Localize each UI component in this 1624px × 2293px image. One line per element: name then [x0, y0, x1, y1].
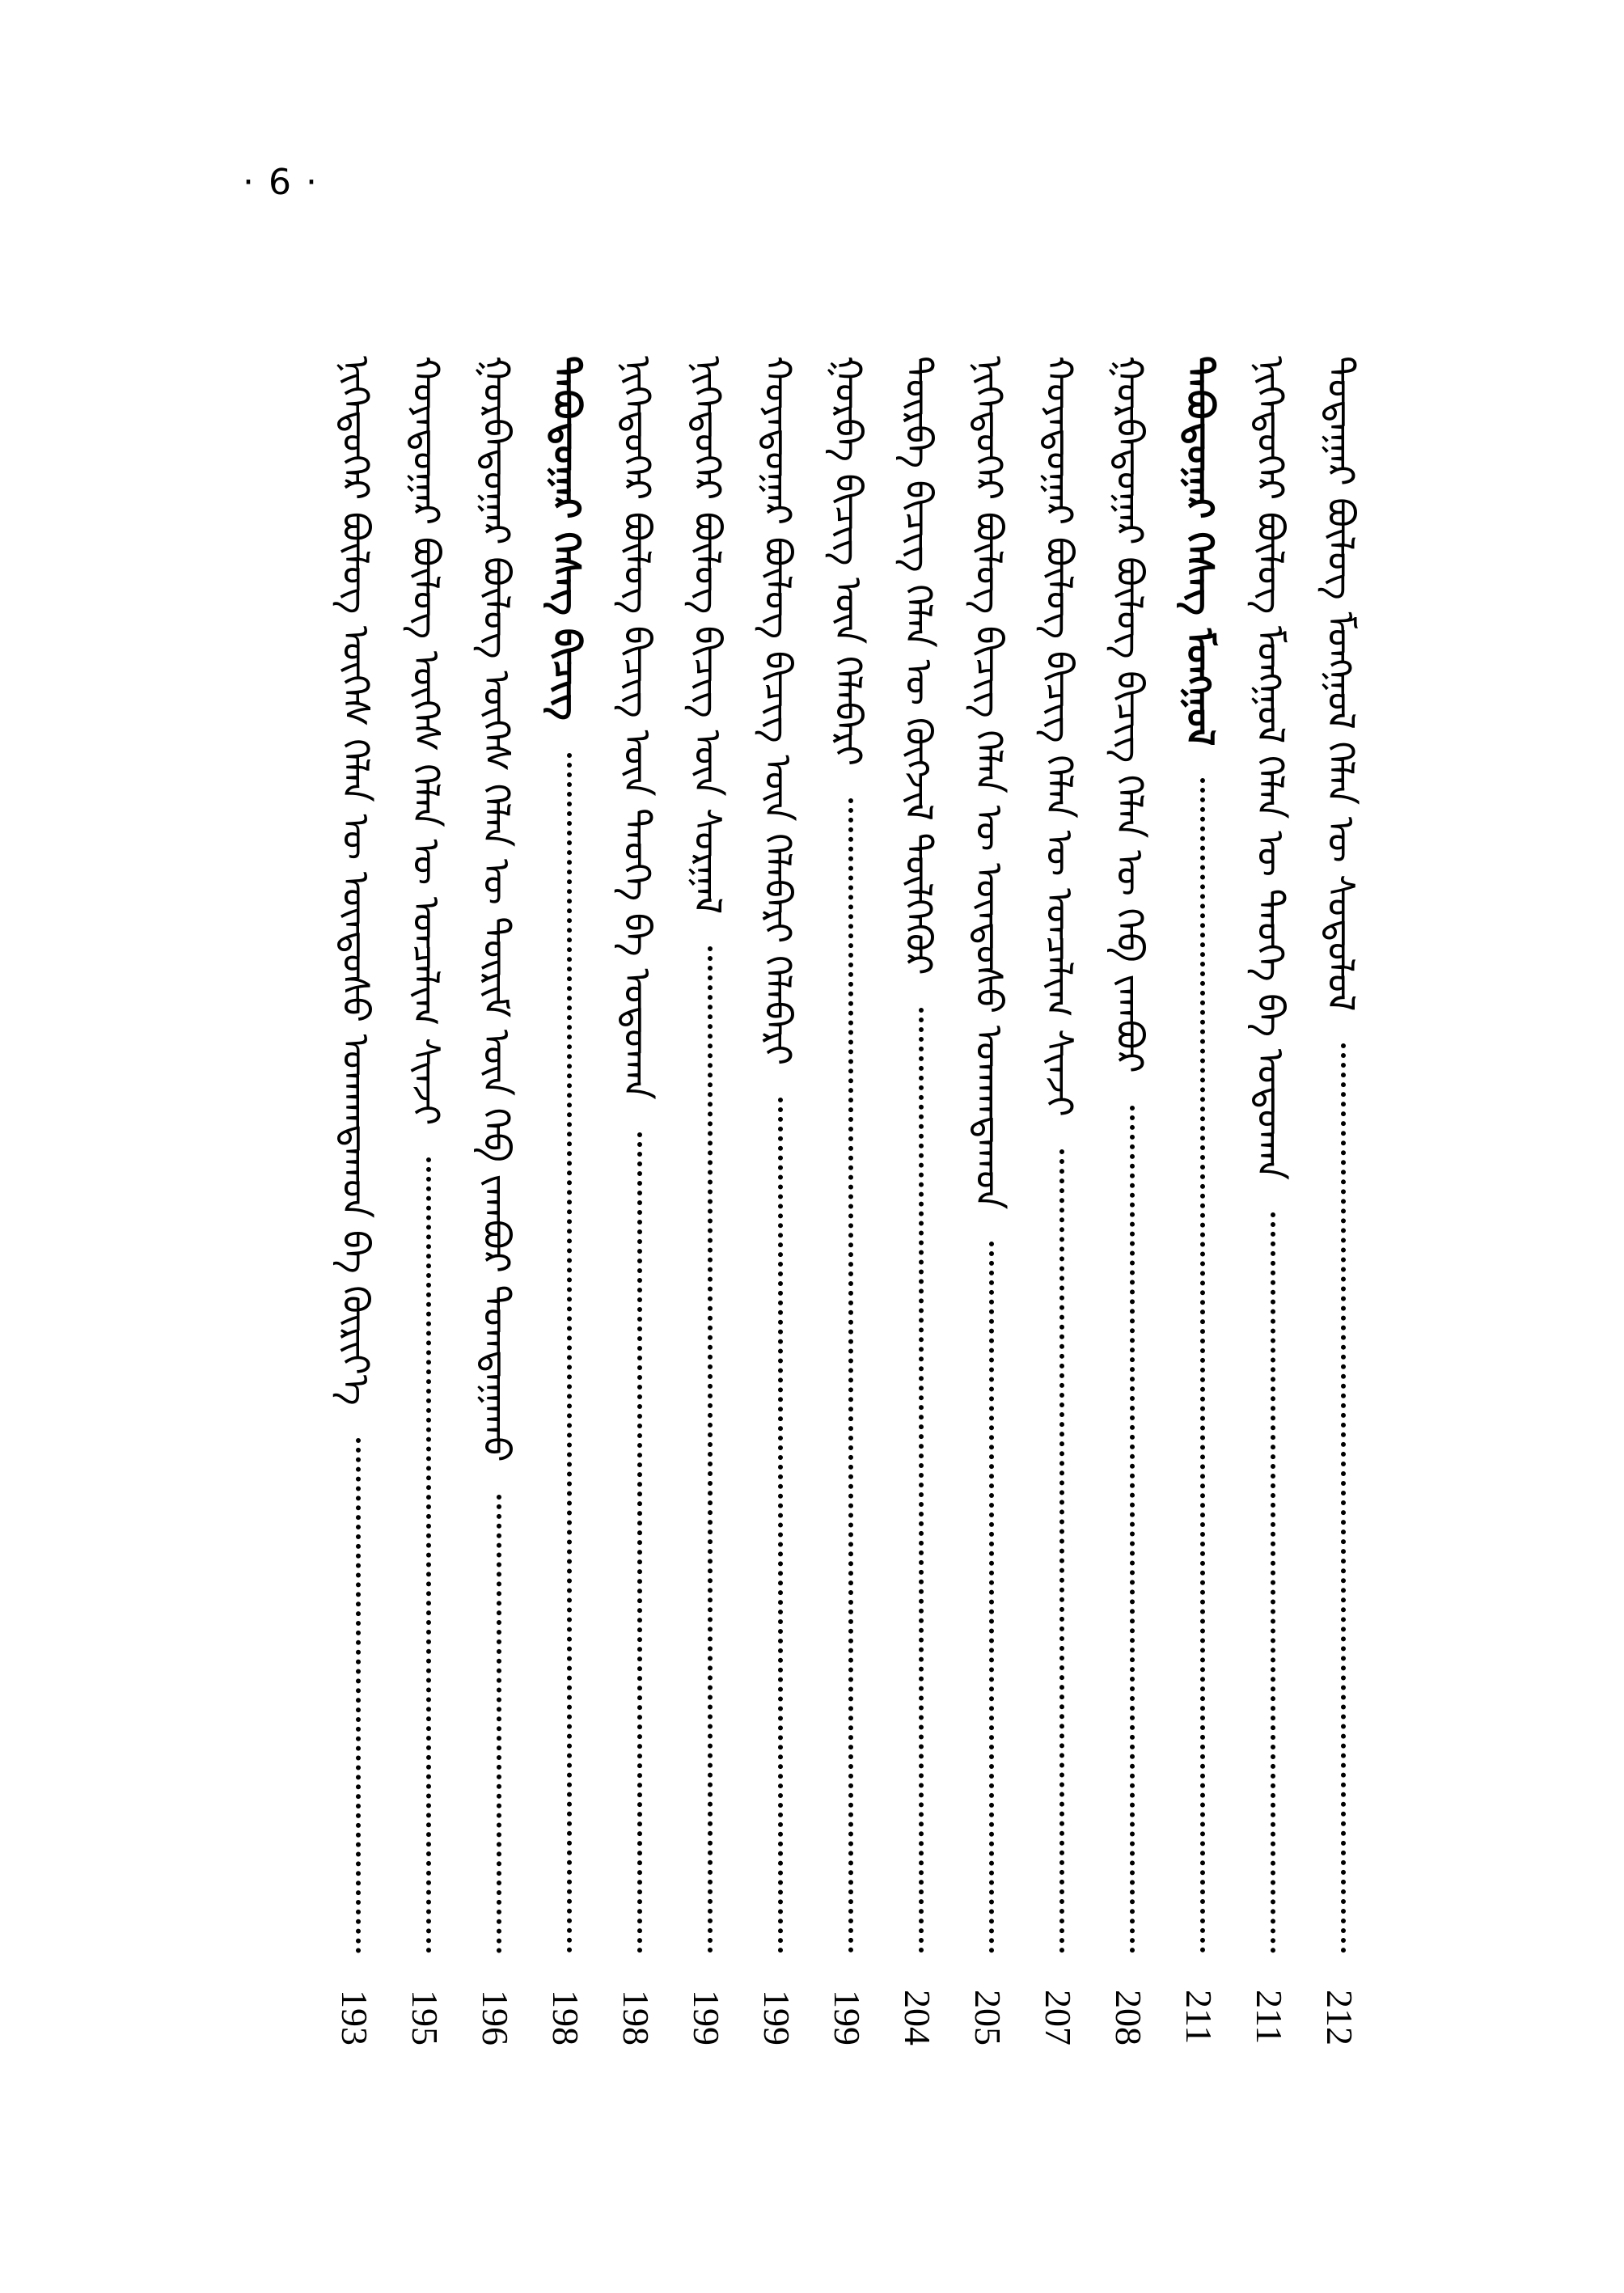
toc-section-heading	[1178, 0, 1242, 2045]
toc-entry-title: ᠨᠢᠭᠡᠳᠦᠭᠡᠷ ᠪᠦᠯᠦᠭ ᠦᠭᠡᠰ ᠬᠡᠯᠡᠨ ᠦ ᠦᠨᠳᠦᠰᠦ ᠤᠬᠠᠭᠳᠠᠬᠤᠨ ᠪᠠ ᠬᠦᠷᠢᠶ᠎ᠡ	[334, 356, 378, 1406]
toc-entry	[966, 0, 1031, 2046]
toc-entry	[685, 0, 750, 2046]
toc-entry	[1318, 0, 1383, 2046]
toc-entry-page: 193	[334, 1990, 375, 2046]
dot-leader	[567, 753, 572, 1953]
dot-leader	[778, 1098, 783, 1953]
dot-leader	[637, 1132, 642, 1953]
toc-entry-page: 205	[967, 1990, 1009, 2046]
toc-entry-title: ᠳᠦᠷᠪᠡ ᠪᠢᠴᠢᠭ ᠬᠡᠯᠡᠨ ᠦ ᠬᠥᠭᠵᠢᠯ ᠲᠦᠯᠬᠡᠭᠦᠷ	[897, 356, 941, 975]
toc-section-heading	[544, 0, 609, 2046]
toc-entry	[615, 0, 679, 2046]
dot-leader	[1059, 1149, 1064, 1953]
toc-entry-page: 195	[404, 1990, 446, 2046]
toc-entry-page: 199	[686, 1990, 727, 2046]
toc-entry	[1248, 0, 1313, 2045]
dot-leader	[1271, 1212, 1275, 1953]
dot-leader	[1200, 778, 1205, 1953]
toc-entry-title: ᠭᠤᠷᠪᠠᠳᠤᠭᠠᠷ ᠪᠦᠯᠦᠭ ᠦᠭᠡᠰ ᠬᠡᠯᠡᠨ ᠦ ᠳᠦᠷᠢᠮ ᠦᠨ ᠬᠡᠪ ᠵᠠᠭᠪᠤᠷ ᠲᠣᠭᠲᠠᠭᠠᠬᠤ	[475, 356, 518, 1462]
toc-entry-title: ᠨᠢᠭᠡᠳᠦᠭᠡᠷ ᠪᠦᠯᠦᠭ ᠪᠢᠴᠢᠭ ᠦᠨ ᠰᠤᠷᠭᠠᠯ	[686, 356, 730, 915]
toc-entry-page: 199	[756, 1990, 797, 2046]
toc-entry-page: 199	[827, 1990, 868, 2046]
toc-entry-title: ᠳᠤᠲᠠᠭᠠᠷ ᠪᠦᠯᠦᠭ ᠮᠣᠩᠭᠣᠯ ᠬᠡᠯᠡᠨ ᠦ ᠰᠤᠳᠤᠯᠤᠯ	[1319, 356, 1363, 1012]
toc-entry	[1107, 0, 1172, 2046]
dot-leader	[497, 1495, 501, 1953]
dot-leader	[708, 946, 713, 1953]
toc-entry-title: ᠬᠣᠶᠠᠳᠤᠭᠠᠷ ᠪᠦᠯᠦᠭ ᠪᠢᠴᠢᠭ ᠦᠨ ᠬᠡᠯᠡᠪᠡᠷᠢ ᠬᠡᠯᠡᠪᠡᠷᠢ	[756, 356, 800, 1066]
toc-entry-page: 207	[1038, 1990, 1079, 2046]
dot-leader	[1130, 1106, 1135, 1953]
dot-leader	[989, 1242, 994, 1953]
toc-entry-title: ᠭᠤᠷᠪᠠᠳᠤᠭᠠᠷ ᠪᠦᠯᠦᠭ ᠪᠢᠴᠢᠭ ᠬᠡᠯᠡᠨ ᠦ ᠬᠡᠪ ᠵᠠᠭᠪᠤᠷ	[1108, 356, 1152, 1073]
dot-leader	[1341, 1043, 1346, 1953]
dot-leader	[426, 1157, 431, 1953]
toc-entry-page: 208	[1108, 1990, 1149, 2046]
toc-entry	[1037, 0, 1102, 2046]
toc-entry-title: ᠲᠠᠪᠤᠳᠤᠭᠠᠷ ᠬᠡᠰᠡᠭ ᠪᠢᠴᠢᠭ	[545, 356, 589, 721]
toc-entry	[333, 0, 398, 2046]
toc-entry-title: ᠨᠢᠭᠡᠳᠦᠭᠡᠷ ᠪᠦᠯᠦᠭ ᠪᠢᠴᠢᠭ ᠦᠨ ᠲᠡᠦᠬᠡ ᠪᠠ ᠣᠳᠣᠬᠠᠨ	[615, 356, 659, 1100]
toc-entry	[755, 0, 820, 2046]
toc-entry-title: ᠨᠢᠭᠡᠳᠦᠭᠡᠷ ᠪᠦᠯᠦᠭ ᠮᠣᠩᠭᠣᠯ ᠬᠡᠯᠡᠨ ᠦ ᠲᠡᠦᠬᠡ ᠪᠠ ᠣᠳᠣᠬᠠᠨ	[1249, 356, 1292, 1181]
page-number: · 6 ·	[243, 162, 319, 203]
toc-entry-title: ᠬᠣᠶᠠᠳᠤᠭᠠᠷ ᠪᠦᠯᠦᠭ ᠪᠢᠴᠢᠭ ᠬᠡᠯᠡᠨ ᠦ ᠣᠨᠴᠠᠯᠢᠭ ᠰᠢᠨᠵᠢ	[1038, 356, 1081, 1117]
toc-entry	[474, 0, 539, 2046]
toc-entry-title: ᠨᠢᠭᠡᠳᠦᠭᠡᠷ ᠪᠦᠯᠦᠭ ᠪᠢᠴᠢᠭ ᠬᠡᠯᠡᠨ ᠦ ᠦᠨᠳᠦᠰᠦ ᠤᠬᠠᠭᠳᠠᠬᠤᠨ	[967, 356, 1011, 1210]
toc-entry	[896, 0, 961, 2046]
dot-leader	[356, 1438, 361, 1953]
toc-entry	[826, 0, 890, 2046]
dot-leader	[848, 798, 853, 1953]
dot-leader	[919, 1008, 924, 1953]
toc-entry-page: 198	[615, 1990, 657, 2046]
toc-entry-title: ᠭᠤᠷᠪᠠ ᠪᠢᠴᠢᠭ ᠦᠨ ᠬᠡᠯᠡᠪᠡᠷᠢ	[827, 356, 870, 767]
toc-entry-page: 198	[545, 1990, 586, 2046]
toc-entry-page: 196	[475, 1990, 516, 2046]
toc-entry	[404, 0, 468, 2046]
toc-entry-title: ᠬᠣᠶᠠᠳᠤᠭᠠᠷ ᠪᠦᠯᠦᠭ ᠦᠭᠡᠰ ᠬᠡᠯᠡᠨ ᠦ ᠣᠨᠴᠠᠯᠢᠭ ᠰᠢᠨᠵᠢ	[404, 356, 448, 1126]
toc-entry-title: ᠲᠠᠪᠤᠳᠤᠭᠠᠷ ᠬᠡᠰᠡᠭ ᠮᠣᠩᠭᠣᠯ	[1178, 356, 1222, 747]
toc-entry-page: 211	[1178, 1990, 1220, 2045]
toc-entry-page: 211	[1249, 1990, 1290, 2045]
toc-entry-page: 204	[897, 1990, 938, 2046]
toc-entry-page: 212	[1319, 1990, 1360, 2046]
